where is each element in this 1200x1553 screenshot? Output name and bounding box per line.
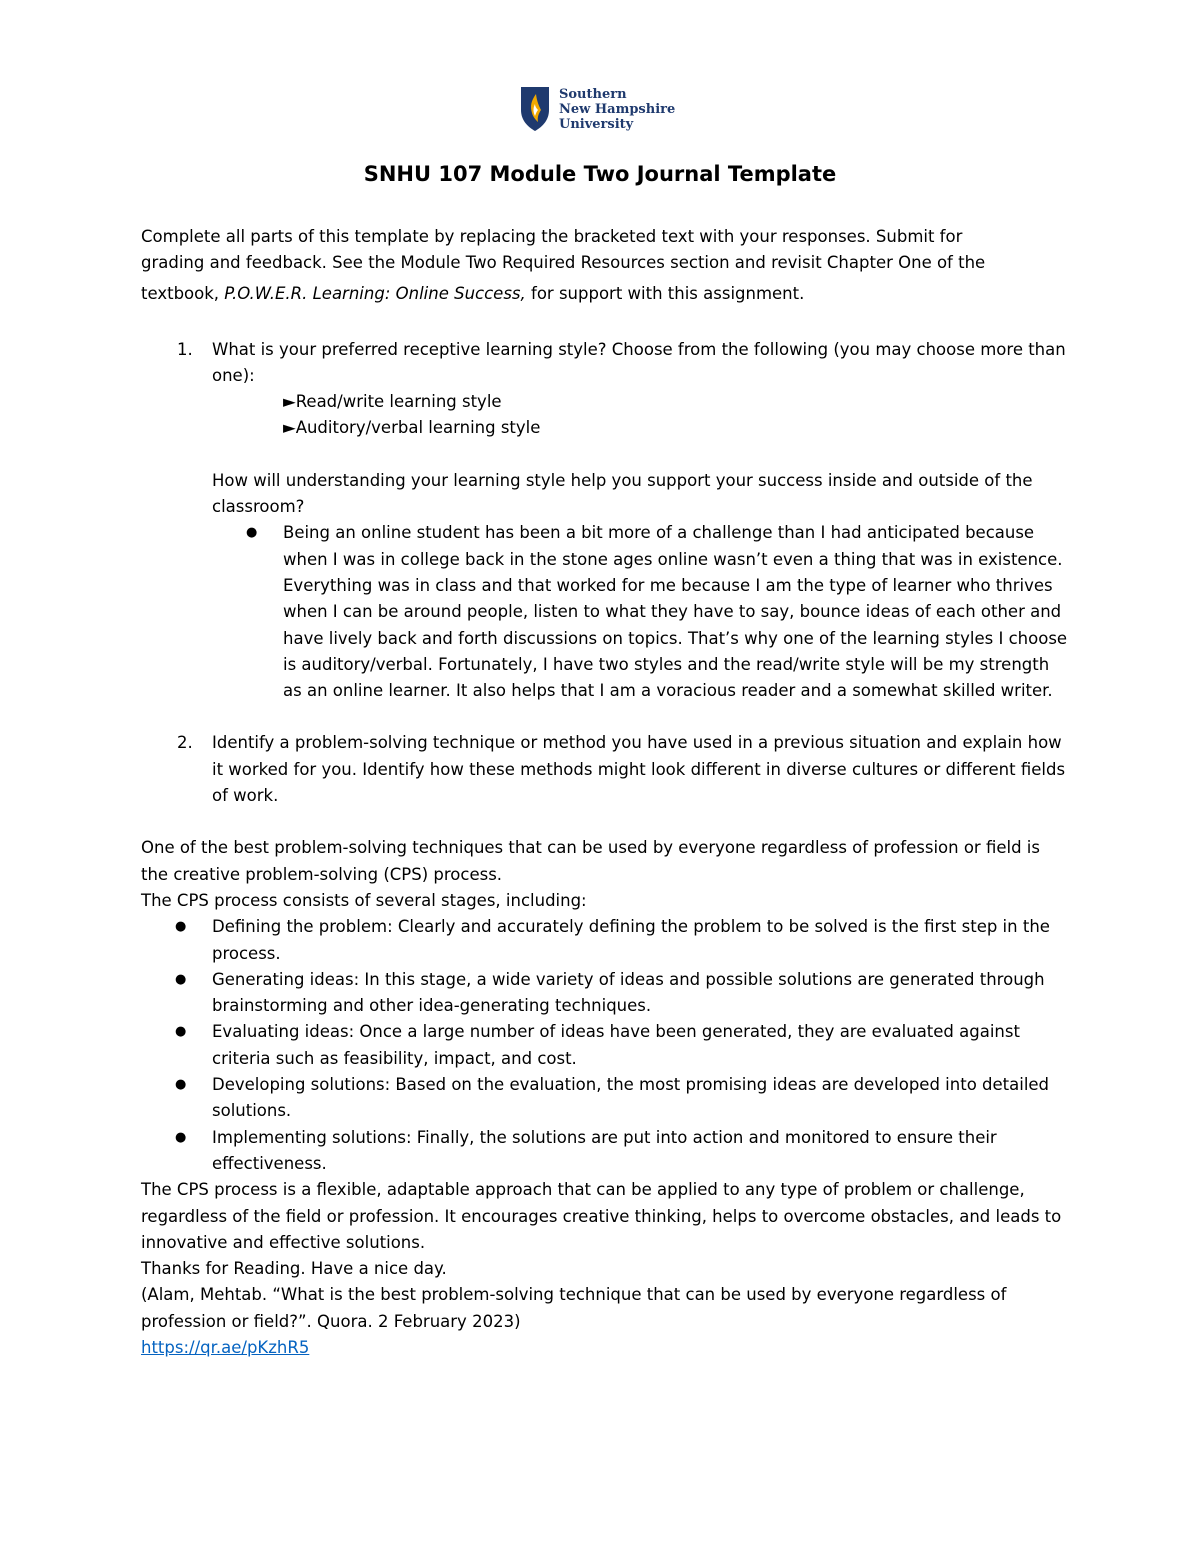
document-title: SNHU 107 Module Two Journal Template	[363, 162, 837, 186]
question-1-text: What is your preferred receptive learning style? Choose from the following (you may choose more than one):	[212, 339, 1066, 385]
question-1-answer-text: Being an online student has been a bit more of a challenge than I had anticipated because when I was in college back in the stone ages online wasn’t even a thing that was in existence. Everything was in class and that worked for me because I am the type of learner who thrives when I can be around people, listen to what they have to say, bounce ideas of each other and have lively back and forth discussions on topics. That’s why one of the learning styles I choose is auditory/verbal. Fortunately, I have two styles and the read/write style will be my strength as an online learner. It also helps that I am a voracious reader and a somewhat skilled writer.	[283, 523, 1068, 701]
bullet-icon: ●	[175, 971, 187, 987]
reference-link[interactable]: https://qr.ae/pKzhR5	[141, 1337, 310, 1357]
intro-line-3	[141, 277, 1071, 311]
bullet-icon: ●	[175, 919, 187, 935]
cps-stages-list	[141, 914, 1071, 1177]
logo-line-3: University	[559, 116, 634, 132]
answer-2-paragraph-1: One of the best problem-solving techniques that can be used by everyone regardless of profession or field is the creative problem-solving (CPS) process.	[141, 838, 1040, 884]
answer-2-paragraph-3: The CPS process is a flexible, adaptable approach that can be applied to any type of problem or challenge, regardless of the field or profession. It encourages creative thinking, helps to overcome obstacles, and leads to innovative and effective solutions.	[141, 1180, 1062, 1252]
cps-stage-text: Implementing solutions: Finally, the solutions are put into action and monitored to ensure their effectiveness.	[212, 1127, 997, 1173]
university-logo	[520, 84, 700, 134]
choice-auditory-verbal: ►Auditory/verbal learning style	[283, 418, 541, 438]
intro-line-3-prefix: textbook,	[141, 283, 225, 303]
bullet-icon: ●	[175, 1129, 187, 1145]
question-1	[141, 337, 1071, 390]
logo-line-2: New Hampshire	[559, 101, 676, 117]
cps-stage	[141, 967, 1071, 1020]
question-1-answer-list	[141, 520, 1071, 704]
question-1-number: 1.	[177, 339, 193, 359]
bullet-icon: ●	[175, 1024, 187, 1040]
question-2-text: Identify a problem-solving technique or method you have used in a previous situation and explain how it worked for you. Identify how these methods might look different in diverse cultures or different fields of work.	[212, 733, 1066, 806]
choice-read-write: ►Read/write learning style	[283, 392, 502, 412]
bullet-icon: ●	[246, 525, 258, 541]
cps-stage-text: Generating ideas: In this stage, a wide variety of ideas and possible solutions are generated through brainstorming and other idea-generating techniques.	[212, 969, 1045, 1016]
cps-stage	[141, 1019, 1071, 1072]
cps-stage	[141, 1072, 1071, 1125]
intro-line-1: Complete all parts of this template by replacing the bracketed text with your responses. Submit for	[141, 227, 963, 246]
cps-stage-text: Defining the problem: Clearly and accurately defining the problem to be solved is the first step in the process.	[212, 917, 1050, 963]
questions-list	[141, 337, 1071, 390]
question-2-number: 2.	[177, 733, 193, 753]
intro-line-2: grading and feedback. See the Module Two Required Resources section and revisit Chapter One of the	[141, 253, 986, 273]
cps-stage	[141, 914, 1071, 967]
logo-line-1: Southern	[559, 86, 627, 102]
cps-stage-text: Developing solutions: Based on the evaluation, the most promising ideas are developed into detailed solutions.	[212, 1075, 1050, 1121]
question-1-answer	[212, 520, 1071, 704]
bullet-icon: ●	[175, 1077, 187, 1093]
intro-paragraph	[141, 224, 1071, 311]
cps-stage-text: Evaluating ideas: Once a large number of ideas have been generated, they are evaluated against criteria such as feasibility, impact, and cost.	[212, 1022, 1020, 1068]
cps-stage	[141, 1125, 1071, 1178]
answer-2-paragraph-2: The CPS process consists of several stages, including:	[141, 890, 587, 910]
document-body	[141, 224, 1071, 1361]
textbook-title: P.O.W.E.R. Learning: Online Success,	[224, 283, 526, 303]
learning-style-choices	[141, 389, 1071, 442]
snhu-shield-icon	[520, 86, 550, 132]
citation: (Alam, Mehtab. “What is the best problem-solving technique that can be used by everyone regardless of profession or field?”. Quora. 2 February 2023)	[141, 1285, 1007, 1331]
closing-line: Thanks for Reading. Have a nice day.	[141, 1259, 447, 1279]
question-1-followup: How will understanding your learning style help you support your success inside and outside of the classroom?	[212, 470, 1033, 517]
question-2	[141, 730, 1071, 809]
intro-line-3-suffix: for support with this assignment.	[525, 283, 805, 303]
questions-list-2	[141, 730, 1071, 809]
